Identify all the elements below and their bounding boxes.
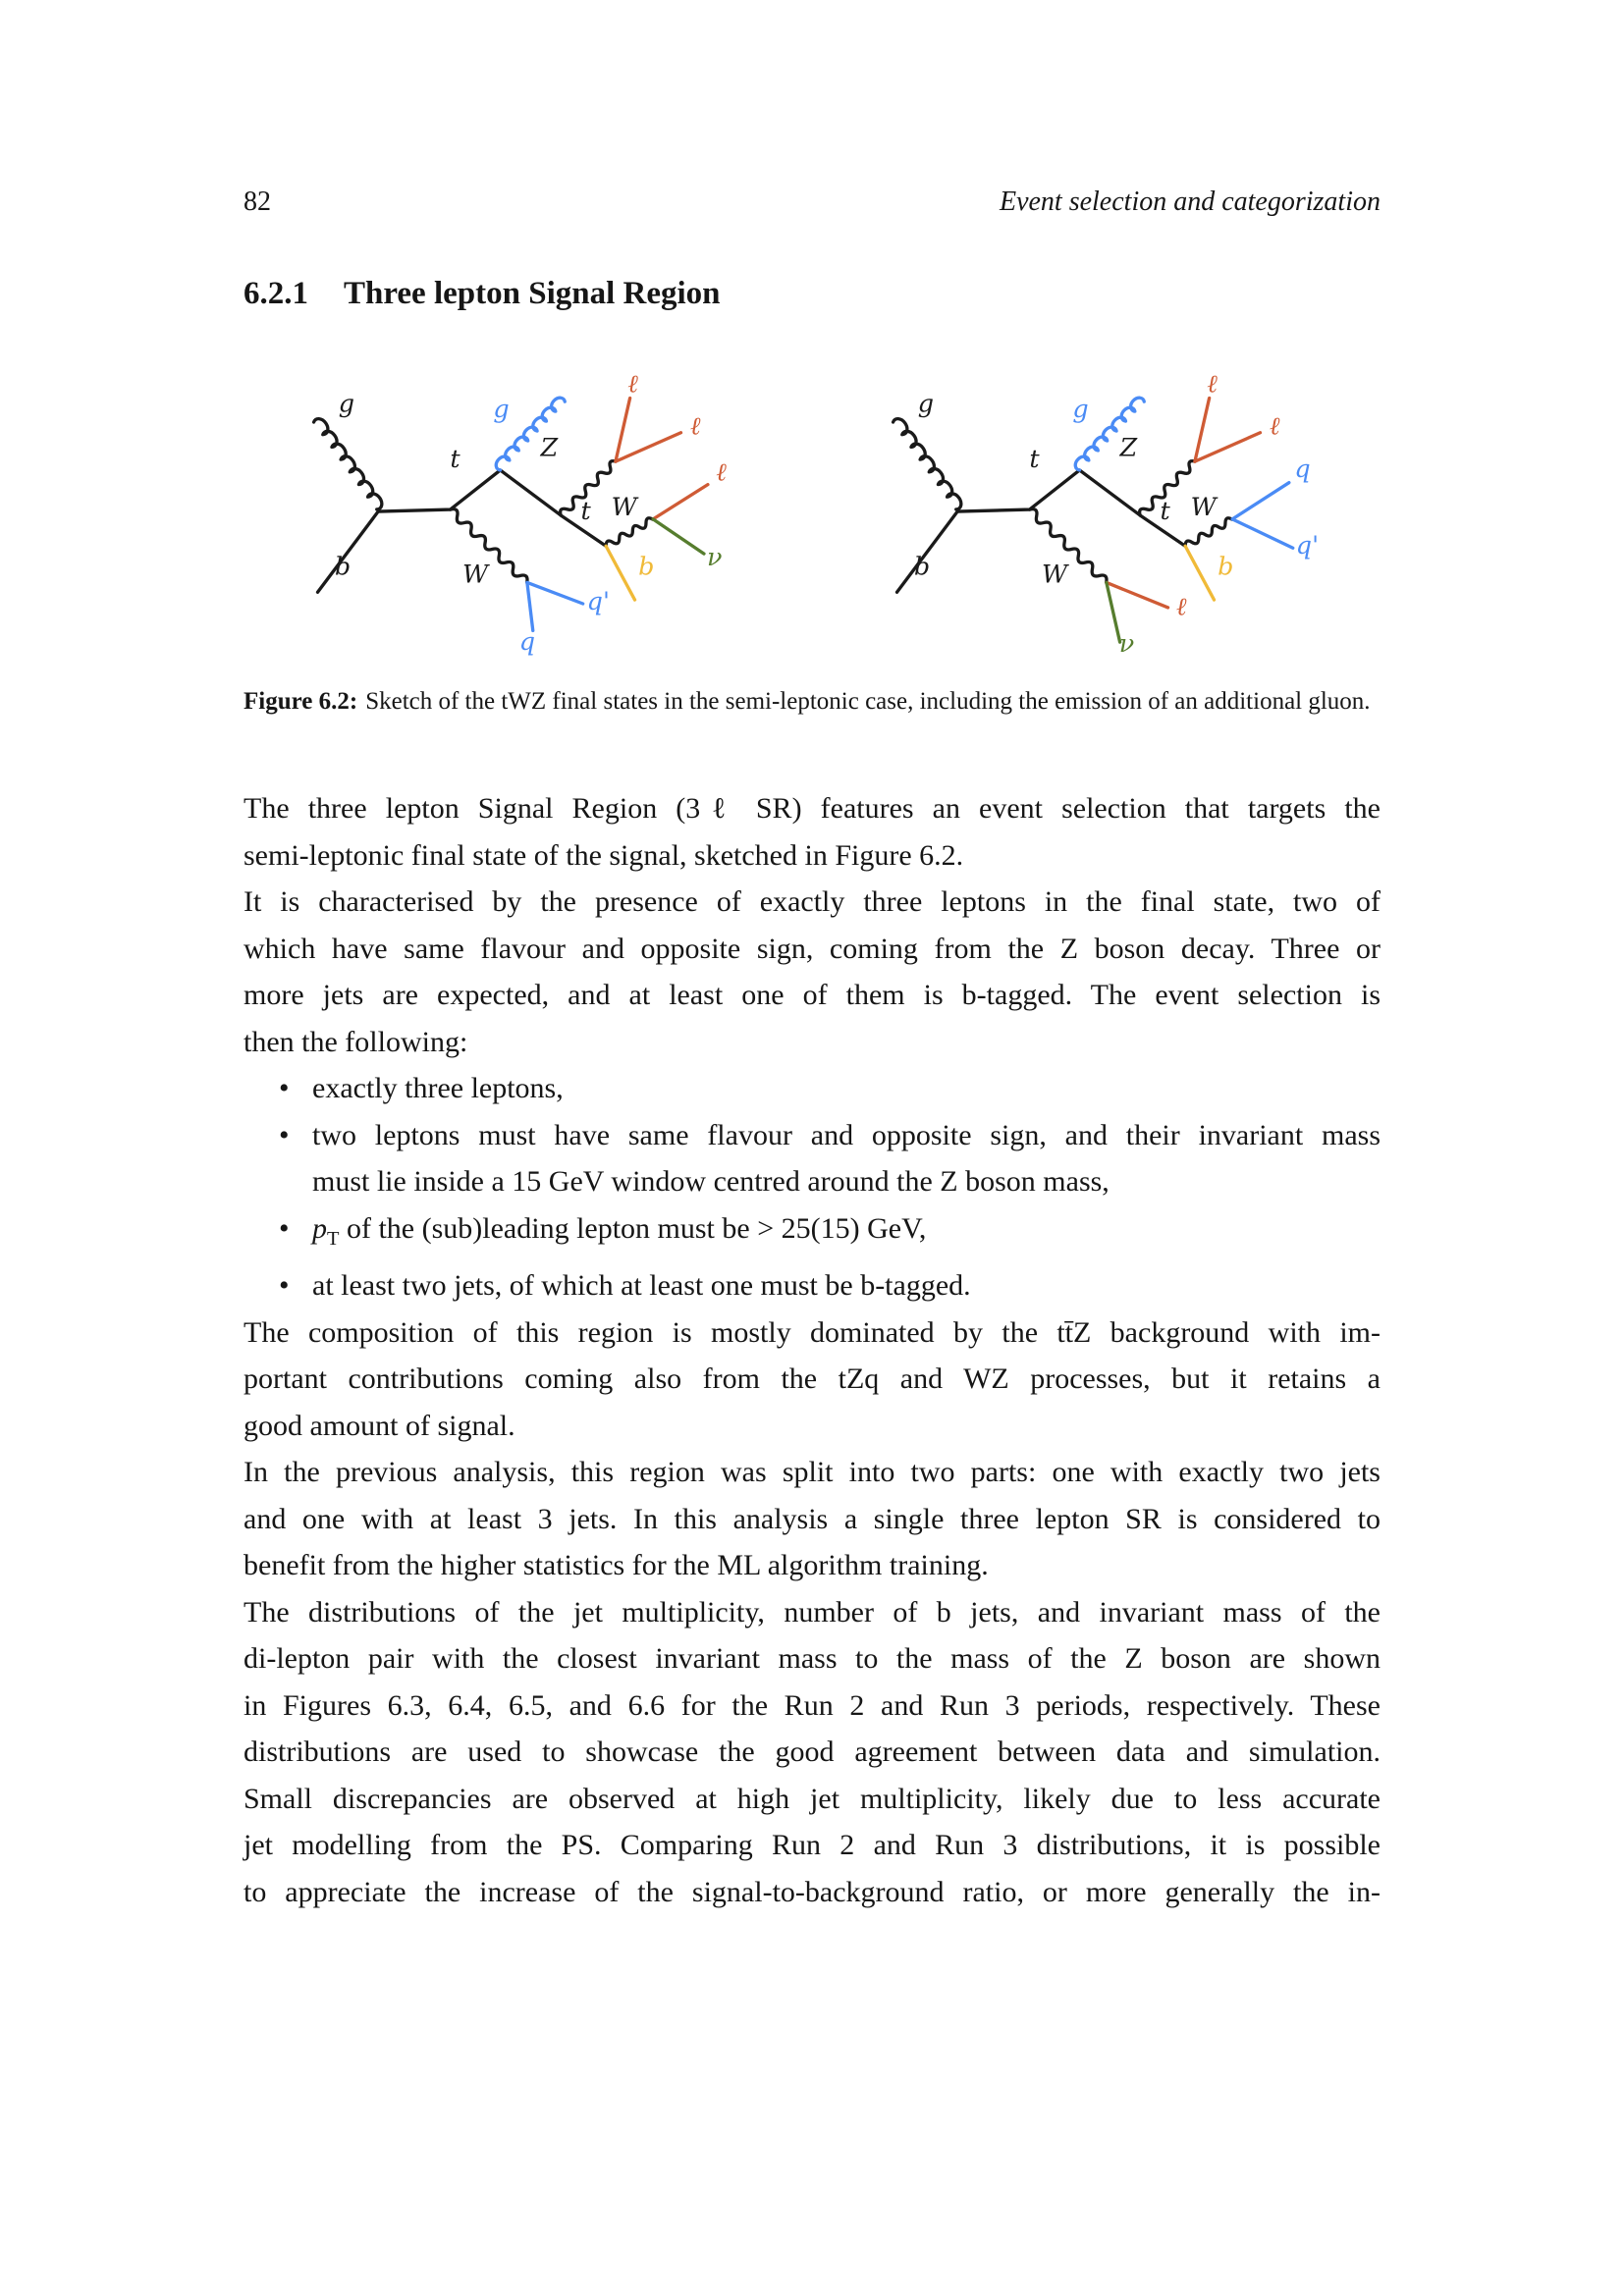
neutrino-line bbox=[653, 519, 704, 554]
neutrino-line bbox=[1107, 582, 1120, 642]
bullet-text-continuation: must lie inside a 15 GeV window centred around the Z boson mass, bbox=[312, 1165, 1110, 1198]
boson-wave bbox=[1183, 516, 1233, 549]
incoming-gluon-line bbox=[893, 416, 964, 510]
w-boson-label: W bbox=[1041, 559, 1068, 589]
figure-caption bbox=[244, 683, 1380, 720]
lepton-label: ℓ bbox=[1269, 410, 1280, 441]
gluon-label: g bbox=[338, 388, 355, 418]
running-head bbox=[244, 187, 1380, 218]
w-boson-label: W bbox=[1190, 491, 1217, 521]
bullet-marker: • bbox=[279, 1269, 290, 1302]
lepton-label: ℓ bbox=[627, 369, 638, 399]
boson-wave bbox=[448, 507, 529, 585]
quark-label: q bbox=[518, 625, 536, 656]
body-line: to appreciate the increase of the signal-to-background ratio, or more generally the in- bbox=[244, 1875, 1380, 1908]
body-line: semi-leptonic final state of the signal, sketched in Figure 6.2. bbox=[244, 838, 964, 872]
b-quark-line bbox=[1185, 546, 1214, 600]
body-line: portant contributions coming also from the tZq and WZ processes, but it retains a bbox=[244, 1362, 1380, 1395]
feynman-sketch-leptonic bbox=[297, 369, 748, 658]
body-line: Small discrepancies are observed at high jet multiplicity, likely due to less accurate bbox=[244, 1782, 1380, 1815]
lepton-label: ℓ bbox=[1175, 591, 1187, 621]
radiated-gluon-label: g bbox=[493, 394, 510, 424]
quark-label: q' bbox=[1295, 530, 1320, 561]
figure-caption-label: Figure 6.2: bbox=[244, 688, 358, 715]
body-line: and one with at least 3 jets. In this analysis a single three lepton SR is considered to bbox=[244, 1502, 1380, 1535]
boson-wave bbox=[604, 516, 654, 549]
b-quark-label: b bbox=[638, 551, 655, 581]
figure-caption-text: Sketch of the tWZ final states in the semi-leptonic case, including the emission of an additional gluon. bbox=[365, 688, 1371, 715]
w-boson-line-bottom bbox=[1027, 507, 1109, 585]
bullet-item bbox=[244, 1112, 1380, 1159]
lepton-line bbox=[1195, 433, 1261, 461]
top-quark-label: t bbox=[1160, 495, 1170, 525]
bullet-item bbox=[244, 1205, 1380, 1263]
quark-label: q' bbox=[586, 585, 610, 615]
bullet-item bbox=[244, 1065, 1380, 1112]
b-quark-label: b bbox=[913, 551, 931, 581]
body-line: good amount of signal. bbox=[244, 1409, 515, 1442]
body-line: benefit from the higher statistics for the ML algorithm training. bbox=[244, 1549, 989, 1581]
neutrino-label: ν bbox=[1118, 627, 1135, 658]
lepton-line bbox=[1107, 582, 1168, 607]
neutrino-label: ν bbox=[707, 541, 723, 571]
top-quark-label: t bbox=[580, 495, 591, 525]
b-quark-label: b bbox=[1218, 551, 1234, 581]
section-number: 6.2.1 bbox=[244, 276, 308, 311]
feynman-sketch-hadronic bbox=[876, 369, 1327, 658]
z-boson-label: Z bbox=[540, 432, 559, 462]
gluon-coil bbox=[893, 416, 964, 510]
body-line: then the following: bbox=[244, 1025, 468, 1058]
quark-out-line bbox=[1232, 483, 1289, 519]
bullet-text: of the (sub)leading lepton must be > 25(15) GeV, bbox=[339, 1211, 927, 1245]
radiated-gluon-label: g bbox=[1072, 394, 1089, 424]
lepton-line bbox=[1195, 399, 1210, 462]
body-line: The distributions of the jet multiplicity, number of b jets, and invariant mass of the bbox=[244, 1595, 1380, 1629]
z-boson-label: Z bbox=[1119, 432, 1138, 462]
quark-out-line bbox=[527, 582, 583, 604]
top-quark-label: t bbox=[1029, 444, 1040, 474]
body-line: The three lepton Signal Region (3ℓ SR) features an event selection that targets the bbox=[244, 792, 1380, 825]
section-heading bbox=[244, 276, 1380, 312]
w-boson-label: W bbox=[461, 559, 489, 589]
running-header-title: Event selection and categorization bbox=[999, 187, 1380, 217]
b-quark-label: b bbox=[334, 551, 352, 581]
w-boson-line-top bbox=[604, 516, 654, 549]
bullet-marker: • bbox=[279, 1072, 290, 1104]
body-line: more jets are expected, and at least one of them is b-tagged. The event selection is bbox=[244, 979, 1380, 1011]
bullet-marker: • bbox=[279, 1211, 290, 1245]
body-text bbox=[244, 785, 1380, 1915]
body-line: distributions are used to showcase the good agreement between data and simulation. bbox=[244, 1735, 1380, 1768]
body-line: which have same flavour and opposite sign, coming from the Z boson decay. Three or bbox=[244, 932, 1380, 965]
body-line: It is characterised by the presence of exactly three leptons in the final state, two of bbox=[244, 885, 1380, 918]
lepton-line bbox=[653, 485, 708, 519]
lepton-label: ℓ bbox=[716, 456, 727, 487]
bullet-marker: • bbox=[279, 1118, 290, 1151]
gluon-label: g bbox=[917, 388, 935, 418]
quark-out-line bbox=[527, 582, 533, 630]
lepton-line bbox=[616, 399, 630, 462]
body-line: The composition of this region is mostly dominated by the tt̄Z background with im- bbox=[244, 1315, 1380, 1349]
section-title: Three lepton Signal Region bbox=[344, 276, 721, 311]
body-line: jet modelling from the PS. Comparing Run 2 and Run 3 distributions, it is possible bbox=[244, 1829, 1380, 1861]
body-line: in Figures 6.3, 6.4, 6.5, and 6.6 for the Run 2 and Run 3 periods, respectively. These bbox=[244, 1688, 1380, 1722]
lepton-label: ℓ bbox=[689, 410, 701, 441]
figure-6-2 bbox=[244, 369, 1380, 720]
top-quark-label: t bbox=[450, 444, 460, 474]
page-number: 82 bbox=[244, 187, 271, 217]
incoming-gluon-line bbox=[313, 416, 385, 510]
gluon-coil bbox=[313, 416, 385, 510]
bullet-text: two leptons must have same flavour and opposite sign, and their invariant mass bbox=[312, 1118, 1380, 1151]
b-quark-line bbox=[606, 546, 634, 600]
figure-diagrams bbox=[244, 369, 1380, 658]
pt-variable: p bbox=[312, 1211, 327, 1245]
bullet-item bbox=[244, 1262, 1380, 1309]
pt-subscript: T bbox=[327, 1227, 340, 1250]
bullet-text: exactly three leptons, bbox=[312, 1072, 564, 1104]
lepton-label: ℓ bbox=[1207, 369, 1218, 399]
w-boson-label: W bbox=[611, 491, 637, 521]
quark-label: q bbox=[1294, 453, 1311, 483]
boson-wave bbox=[1027, 507, 1109, 585]
quark-out-line bbox=[1232, 519, 1293, 548]
bullet-text: at least two jets, of which at least one must be b-tagged. bbox=[312, 1269, 971, 1302]
w-boson-line-top bbox=[1183, 516, 1233, 549]
body-line: In the previous analysis, this region was split into two parts: one with exactly two jets bbox=[244, 1456, 1380, 1488]
body-line: di-lepton pair with the closest invariant mass to the mass of the Z boson are shown bbox=[244, 1642, 1380, 1675]
w-boson-line-bottom bbox=[448, 507, 529, 585]
lepton-line bbox=[616, 433, 681, 461]
